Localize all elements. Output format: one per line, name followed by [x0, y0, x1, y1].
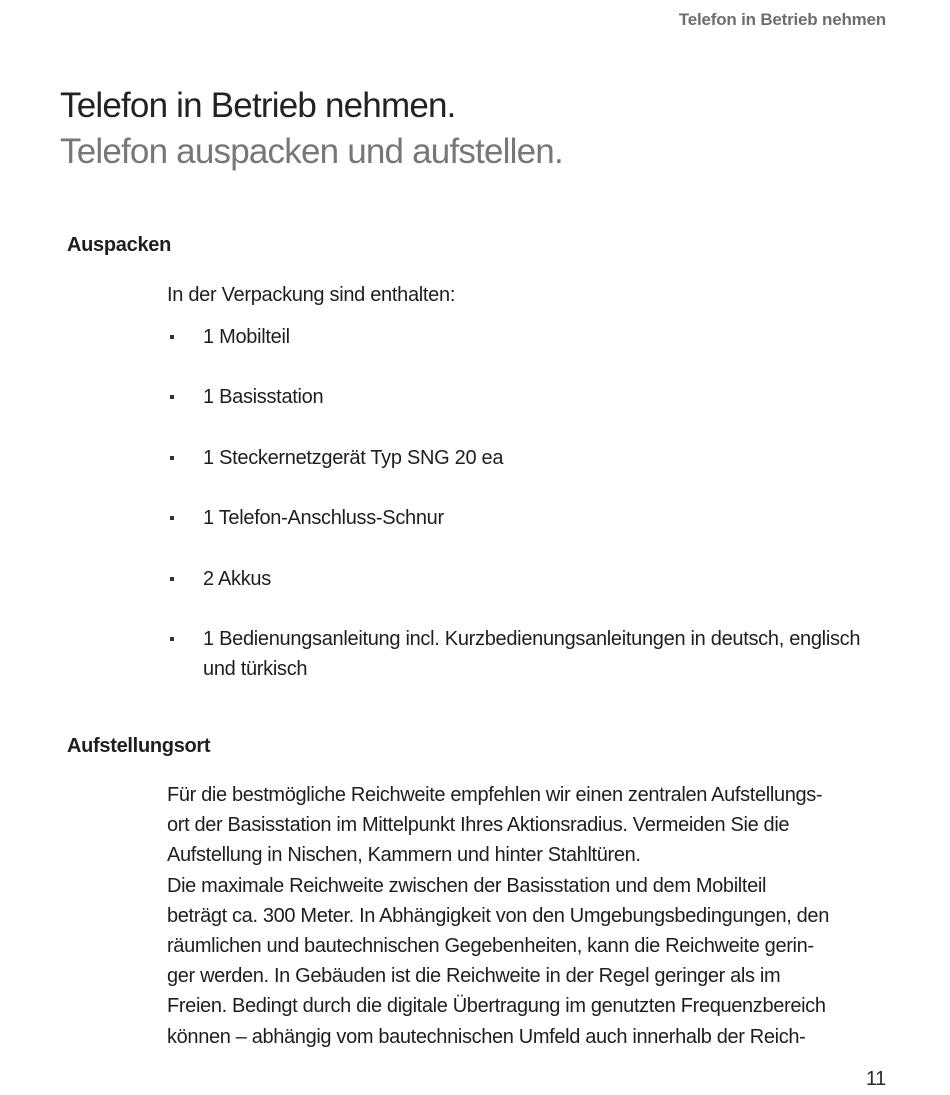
paragraph-line: ort der Basisstation im Mittelpunkt Ihres Aktionsradius. Vermeiden Sie die — [167, 814, 790, 837]
contents-intro: In der Verpackung sind enthalten: — [167, 284, 456, 306]
list-item-text: 1 Bedienungsanleitung incl. Kurzbedienungsanleitungen in deutsch, englisch und türkisch — [203, 627, 861, 680]
paragraph-line: Freien. Bedingt durch die digitale Übertragung im genutzten Frequenzbereich — [167, 995, 826, 1018]
list-item-text: 1 Telefon-Anschluss-Schnur — [203, 507, 444, 530]
bullet-icon — [170, 335, 174, 339]
aufstellungsort-paragraph — [167, 780, 892, 1052]
list-item — [167, 564, 867, 594]
paragraph-line: Die maximale Reichweite zwischen der Basisstation und dem Mobilteil — [167, 874, 767, 897]
bullet-icon — [170, 577, 174, 581]
list-item-text: 2 Akkus — [203, 567, 271, 590]
title-block — [60, 86, 860, 172]
list-item-text: 1 Mobilteil — [203, 326, 290, 348]
contents-list — [167, 322, 867, 714]
paragraph-line: Für die bestmögliche Reichweite empfehlen wir einen zentralen Aufstellungs- — [167, 784, 823, 806]
list-item — [167, 322, 867, 352]
bullet-icon — [170, 516, 174, 520]
page-number: 11 — [865, 1068, 886, 1090]
section-heading-aufstellungsort: Aufstellungsort — [67, 735, 211, 757]
list-item — [167, 503, 867, 533]
list-item — [167, 443, 867, 473]
page-title: Telefon in Betrieb nehmen. — [60, 86, 456, 125]
bullet-icon — [170, 637, 174, 641]
paragraph-line: beträgt ca. 300 Meter. In Abhängigkeit von den Umgebungsbedingungen, den — [167, 904, 829, 927]
running-header: Telefon in Betrieb nehmen — [678, 10, 886, 29]
page-subtitle: Telefon auspacken und aufstellen. — [60, 132, 563, 171]
bullet-icon — [170, 456, 174, 460]
list-item-text: 1 Basisstation — [203, 386, 324, 409]
paragraph-line: räumlichen und bautechnischen Gegebenheiten, kann die Reichweite gerin- — [167, 935, 814, 958]
paragraph-line: ger werden. In Gebäuden ist die Reichweite in der Regel geringer als im — [167, 965, 781, 988]
bullet-icon — [170, 395, 174, 399]
section-heading-auspacken: Auspacken — [67, 234, 172, 256]
list-item-text: 1 Steckernetzgerät Typ SNG 20 ea — [203, 446, 504, 469]
paragraph-line: können – abhängig vom bautechnischen Umfeld auch innerhalb der Reich- — [167, 1025, 806, 1048]
list-item — [167, 382, 867, 412]
list-item — [167, 624, 867, 684]
paragraph-line: Aufstellung in Nischen, Kammern und hinter Stahltüren. — [167, 844, 641, 867]
